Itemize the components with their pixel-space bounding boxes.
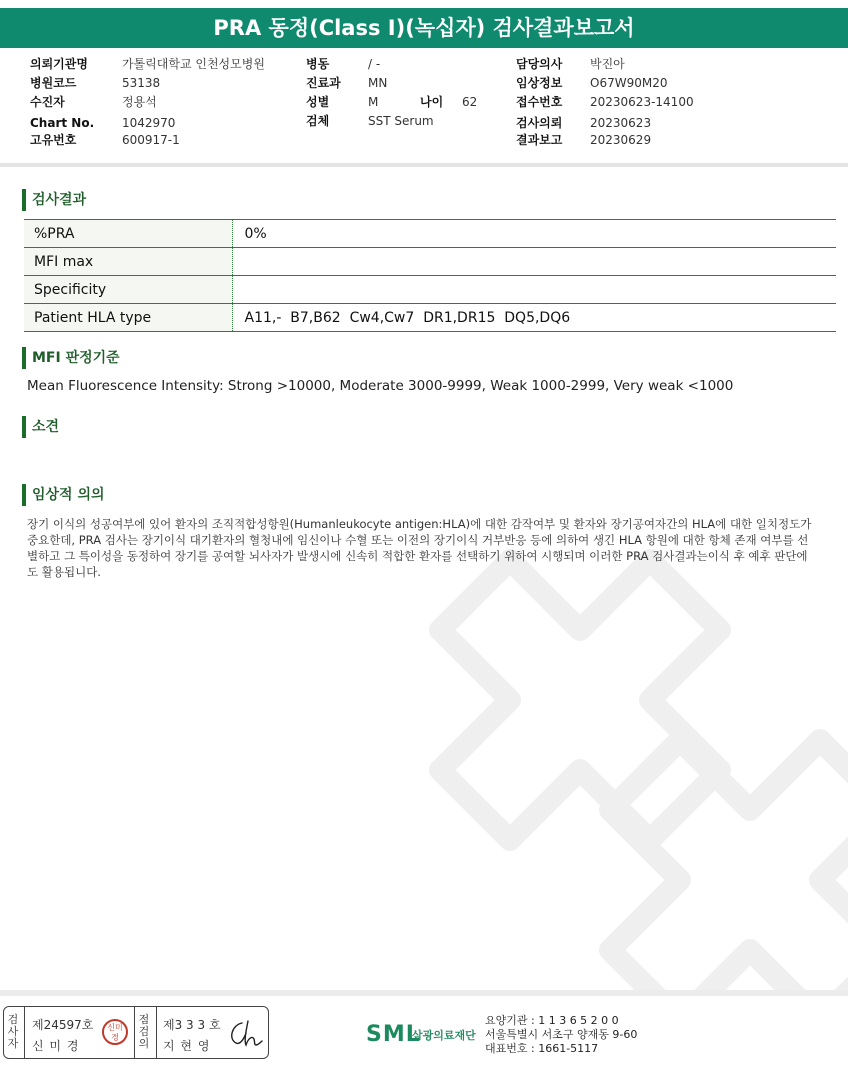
department-label: 진료과 [306, 76, 341, 90]
chart-no-label: Chart No. [30, 116, 95, 130]
lab-phone: 대표번호 : 1661-5117 [485, 1042, 599, 1055]
reviewer-license-no: 제3 3 3 호 [163, 1018, 221, 1032]
age-label: 나이 [420, 95, 444, 109]
test-request-value: 20230623 [590, 116, 652, 130]
signature-box [3, 1006, 269, 1059]
tester-label: 검사자 [7, 1013, 19, 1050]
unique-id-label: 고유번호 [30, 133, 77, 147]
test-request-label: 검사의뢰 [516, 116, 563, 130]
ward-label: 병동 [306, 57, 330, 71]
reception-no-label: 접수번호 [516, 95, 563, 109]
mfi-criteria-text: Mean Fluorescence Intensity: Strong >10000, Moderate 3000-9999, Weak 1000-2999, Very weak <1000 [27, 378, 734, 394]
hla-type-label: Patient HLA type [24, 304, 232, 332]
physician-label: 담당의사 [516, 57, 563, 71]
specimen-value: SST Serum [368, 114, 434, 128]
department-value: MN [368, 76, 388, 90]
unique-id-value: 600917-1 [122, 133, 180, 147]
results-table [24, 219, 836, 332]
reception-no-value: 20230623-14100 [590, 95, 694, 109]
requesting-institution-value: 가톨릭대학교 인천성모병원 [122, 57, 265, 71]
physician-value: 박진아 [590, 57, 625, 71]
patient-name-value: 정용석 [122, 95, 157, 109]
table-row [24, 220, 836, 248]
sex-label: 성별 [306, 95, 330, 109]
hospital-code-value: 53138 [122, 76, 161, 90]
result-report-value: 20230629 [590, 133, 652, 147]
tester-seal-icon: 신미경 [102, 1019, 128, 1045]
reviewer-name: 지 현 영 [163, 1039, 211, 1053]
footer-divider [0, 990, 848, 996]
mfi-max-value [232, 248, 836, 276]
hla-type-value: A11,- B7,B62 Cw4,Cw7 DR1,DR15 DQ5,DQ6 [232, 304, 836, 332]
table-row [24, 276, 836, 304]
specimen-label: 검체 [306, 114, 330, 128]
specificity-label: Specificity [24, 276, 232, 304]
reviewer-label: 점검의 [138, 1013, 150, 1050]
hospital-code-label: 병원코드 [30, 76, 77, 90]
watermark-cross-icon [380, 540, 848, 990]
clinical-info-label: 임상정보 [516, 76, 563, 90]
chart-no-value: 1042970 [122, 116, 176, 130]
sml-logo-icon: SML [366, 1022, 421, 1047]
table-row [24, 304, 836, 332]
tester-name: 신 미 경 [32, 1039, 80, 1053]
sex-value: M [368, 95, 379, 109]
table-row [24, 248, 836, 276]
patient-name-label: 수진자 [30, 95, 65, 109]
clinical-section-title: 임상적 의의 [22, 484, 105, 506]
divider [156, 1007, 157, 1058]
opinion-section-title: 소견 [22, 416, 59, 438]
clinical-significance-text: 장기 이식의 성공여부에 있어 환자의 조직적합성항원(Humanleukocyte antigen:HLA)에 대한 감작여부 및 환자와 장기공여자간의 HLA에 대한 일치정도가 중요한데, PRA 검사는 장기이식 대기환자의 혈청내에 임신이나 수혈 또는 이전의 장기이식 거부반응 등에 의하여 생긴 HLA 항원에 대한 항체 존재 여부를 선별하고 그 특이성을 동정하여 장기를 공여할 뇌사자가 발생시에 신속히 적합한 환자를 선택하기 위하여 시행되며 이러한 PRA 검사결과는이식 후 예후 판단에도 활용됩니다. [27, 517, 812, 579]
tester-license-no: 제24597호 [32, 1018, 94, 1032]
requesting-institution-label: 의뢰기관명 [30, 57, 88, 71]
ward-value: / - [368, 57, 381, 71]
header-col-3 [516, 57, 694, 152]
divider [134, 1007, 135, 1058]
mfi-max-label: MFI max [24, 248, 232, 276]
mfi-section-title: MFI 판정기준 [22, 347, 120, 369]
results-section-title: 검사결과 [22, 189, 86, 211]
clinical-info-value: O67W90M20 [590, 76, 668, 90]
result-report-label: 결과보고 [516, 133, 563, 147]
header-divider [0, 163, 848, 167]
header-col-2 [306, 57, 477, 133]
header-col-1 [30, 57, 265, 152]
pra-value: 0% [232, 220, 836, 248]
divider [24, 1007, 25, 1058]
lab-address: 서울특별시 서초구 양재동 9-60 [485, 1028, 638, 1041]
report-title: PRA 동정(Class I)(녹십자) 검사결과보고서 [0, 8, 848, 48]
lab-contact-info [485, 1014, 637, 1056]
pra-label: %PRA [24, 220, 232, 248]
specificity-value [232, 276, 836, 304]
lab-institution-code: 요양기관 : 1 1 3 6 5 2 0 0 [485, 1014, 619, 1027]
lab-name: 삼광의료재단 [412, 1029, 476, 1042]
age-value: 62 [462, 95, 478, 109]
reviewer-signature-icon [224, 1017, 264, 1051]
